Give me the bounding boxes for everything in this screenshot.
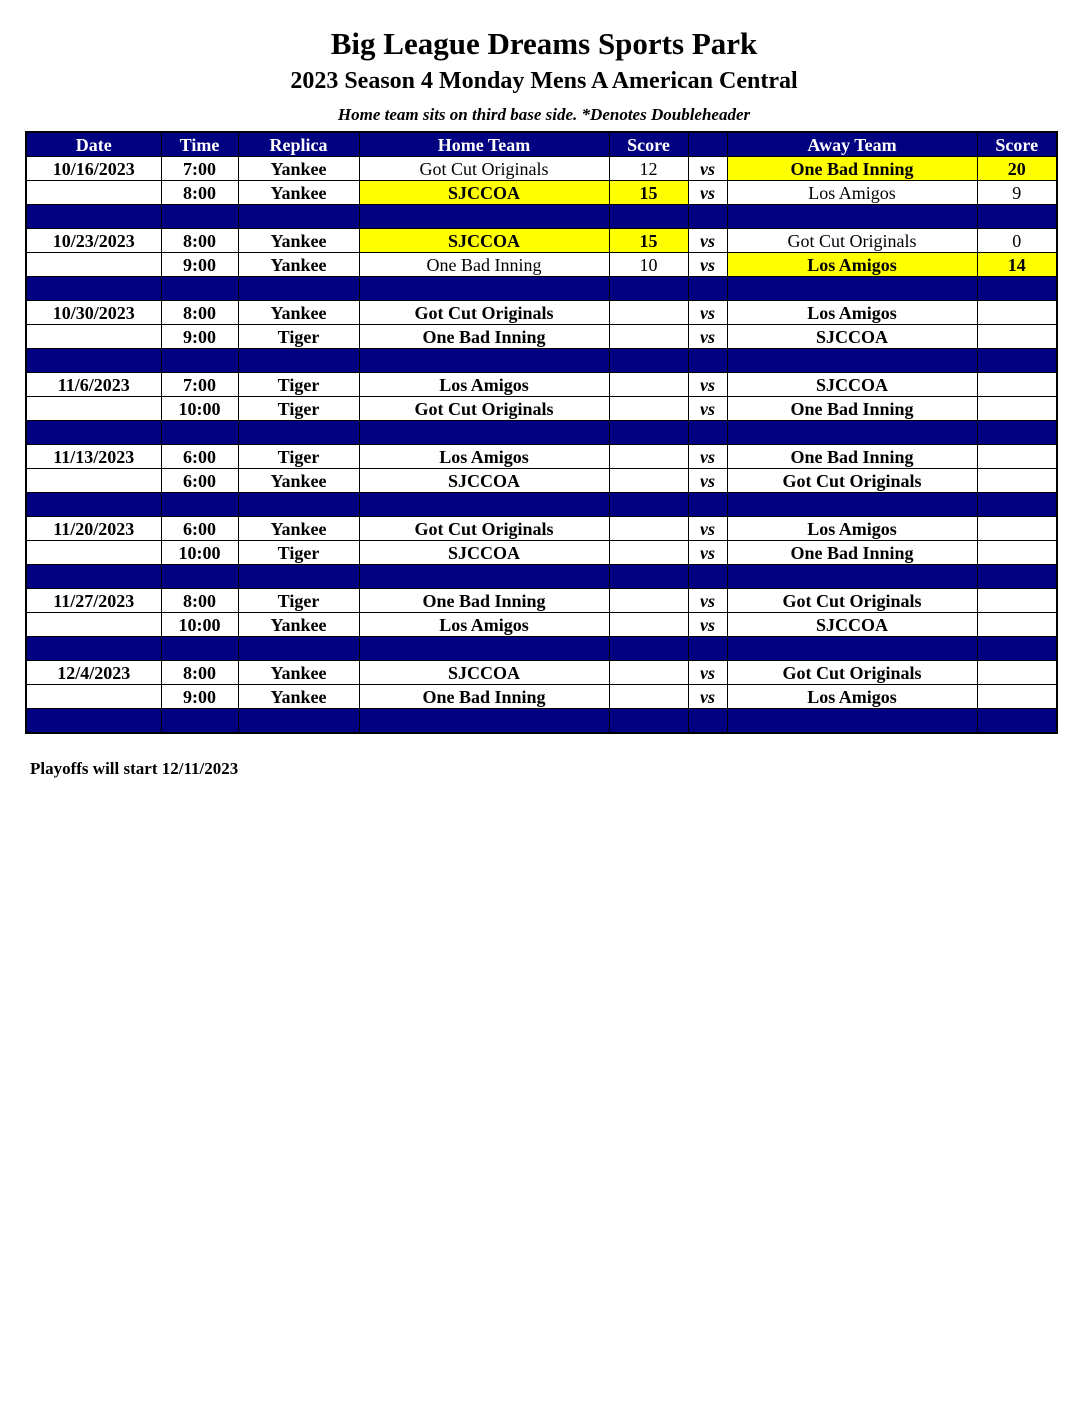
cell-away-team: SJCCOA [727, 373, 977, 397]
doubleheader-note: Home team sits on third base side. *Denotes Doubleheader [337, 105, 751, 124]
cell-replica: Yankee [238, 253, 359, 277]
cell-date [26, 253, 161, 277]
cell-away-score [977, 541, 1057, 565]
cell-vs: vs [688, 325, 727, 349]
cell-home-team: Got Cut Originals [359, 157, 609, 181]
cell-home-score [609, 613, 688, 637]
cell-home-score: 15 [609, 181, 688, 205]
cell-home-team: SJCCOA [359, 661, 609, 685]
cell-home-score [609, 301, 688, 325]
cell-vs: vs [688, 229, 727, 253]
cell-vs: vs [688, 397, 727, 421]
separator-row [26, 349, 1057, 373]
table-row [26, 517, 1057, 541]
cell-date [26, 181, 161, 205]
cell-home-team: One Bad Inning [359, 685, 609, 709]
cell-vs: vs [688, 541, 727, 565]
cell-away-score: 9 [977, 181, 1057, 205]
cell-replica: Yankee [238, 157, 359, 181]
col-header-vs [688, 132, 727, 157]
col-header-time: Time [161, 132, 238, 157]
cell-date: 10/16/2023 [26, 157, 161, 181]
cell-home-score: 10 [609, 253, 688, 277]
cell-away-score [977, 469, 1057, 493]
schedule-table [25, 131, 1058, 734]
cell-away-score [977, 445, 1057, 469]
cell-replica: Tiger [238, 541, 359, 565]
cell-time: 9:00 [161, 253, 238, 277]
cell-home-team: Los Amigos [359, 373, 609, 397]
cell-away-score [977, 589, 1057, 613]
table-row [26, 589, 1057, 613]
cell-vs: vs [688, 445, 727, 469]
cell-date [26, 397, 161, 421]
cell-away-team: SJCCOA [727, 613, 977, 637]
cell-replica: Tiger [238, 397, 359, 421]
cell-away-score [977, 301, 1057, 325]
cell-date: 11/20/2023 [26, 517, 161, 541]
cell-home-team: SJCCOA [359, 541, 609, 565]
cell-home-team: Los Amigos [359, 613, 609, 637]
cell-replica: Yankee [238, 301, 359, 325]
cell-time: 7:00 [161, 373, 238, 397]
cell-replica: Yankee [238, 517, 359, 541]
cell-home-team: One Bad Inning [359, 253, 609, 277]
cell-away-team: One Bad Inning [727, 445, 977, 469]
cell-away-team: Los Amigos [727, 181, 977, 205]
col-header-away-score: Score [977, 132, 1057, 157]
table-row [26, 325, 1057, 349]
table-row [26, 541, 1057, 565]
cell-home-score: 12 [609, 157, 688, 181]
table-row [26, 181, 1057, 205]
separator-row [26, 205, 1057, 229]
cell-away-team: Los Amigos [727, 253, 977, 277]
col-header-home-team: Home Team [359, 132, 609, 157]
table-row [26, 157, 1057, 181]
cell-replica: Tiger [238, 445, 359, 469]
cell-vs: vs [688, 253, 727, 277]
cell-replica: Yankee [238, 685, 359, 709]
cell-home-team: Got Cut Originals [359, 301, 609, 325]
cell-away-team: Los Amigos [727, 517, 977, 541]
cell-time: 8:00 [161, 661, 238, 685]
cell-away-score [977, 517, 1057, 541]
table-row [26, 373, 1057, 397]
cell-home-team: SJCCOA [359, 469, 609, 493]
cell-date: 10/23/2023 [26, 229, 161, 253]
cell-away-team: One Bad Inning [727, 397, 977, 421]
cell-home-score [609, 541, 688, 565]
cell-date: 10/30/2023 [26, 301, 161, 325]
cell-home-score [609, 685, 688, 709]
table-row [26, 445, 1057, 469]
cell-time: 8:00 [161, 229, 238, 253]
cell-date: 11/6/2023 [26, 373, 161, 397]
cell-date [26, 685, 161, 709]
cell-away-score [977, 325, 1057, 349]
separator-row [26, 565, 1057, 589]
cell-date: 12/4/2023 [26, 661, 161, 685]
cell-time: 10:00 [161, 541, 238, 565]
cell-home-score [609, 397, 688, 421]
cell-date: 11/27/2023 [26, 589, 161, 613]
separator-row [26, 421, 1057, 445]
cell-vs: vs [688, 301, 727, 325]
separator-row [26, 493, 1057, 517]
cell-time: 9:00 [161, 325, 238, 349]
table-row [26, 613, 1057, 637]
playoffs-note: Playoffs will start 12/11/2023 [30, 759, 239, 778]
cell-away-score [977, 685, 1057, 709]
cell-vs: vs [688, 181, 727, 205]
cell-away-team: Los Amigos [727, 301, 977, 325]
cell-home-team: Got Cut Originals [359, 397, 609, 421]
cell-home-team: SJCCOA [359, 181, 609, 205]
cell-away-score: 20 [977, 157, 1057, 181]
cell-away-score [977, 661, 1057, 685]
cell-home-team: Los Amigos [359, 445, 609, 469]
cell-vs: vs [688, 469, 727, 493]
cell-home-score [609, 373, 688, 397]
cell-time: 10:00 [161, 397, 238, 421]
table-row [26, 397, 1057, 421]
cell-replica: Yankee [238, 181, 359, 205]
cell-time: 8:00 [161, 181, 238, 205]
cell-time: 8:00 [161, 589, 238, 613]
cell-home-score [609, 445, 688, 469]
cell-home-score [609, 661, 688, 685]
col-header-replica: Replica [238, 132, 359, 157]
cell-replica: Tiger [238, 325, 359, 349]
cell-home-score [609, 469, 688, 493]
cell-time: 6:00 [161, 517, 238, 541]
cell-away-score: 14 [977, 253, 1057, 277]
cell-replica: Yankee [238, 229, 359, 253]
cell-away-score: 0 [977, 229, 1057, 253]
cell-vs: vs [688, 685, 727, 709]
cell-vs: vs [688, 157, 727, 181]
separator-row [26, 277, 1057, 301]
col-header-home-score: Score [609, 132, 688, 157]
cell-vs: vs [688, 373, 727, 397]
separator-row [26, 637, 1057, 661]
cell-replica: Yankee [238, 613, 359, 637]
table-row [26, 685, 1057, 709]
cell-away-team: Los Amigos [727, 685, 977, 709]
table-row [26, 253, 1057, 277]
cell-date [26, 613, 161, 637]
cell-time: 6:00 [161, 469, 238, 493]
cell-away-score [977, 613, 1057, 637]
cell-time: 8:00 [161, 301, 238, 325]
col-header-away-team: Away Team [727, 132, 977, 157]
header-row [26, 132, 1057, 157]
cell-away-score [977, 397, 1057, 421]
cell-away-score [977, 373, 1057, 397]
col-header-date: Date [26, 132, 161, 157]
cell-home-team: Got Cut Originals [359, 517, 609, 541]
cell-away-team: One Bad Inning [727, 157, 977, 181]
cell-away-team: Got Cut Originals [727, 229, 977, 253]
separator-row [26, 709, 1057, 734]
cell-replica: Yankee [238, 469, 359, 493]
cell-home-team: SJCCOA [359, 229, 609, 253]
cell-away-team: SJCCOA [727, 325, 977, 349]
cell-away-team: Got Cut Originals [727, 589, 977, 613]
cell-away-team: Got Cut Originals [727, 661, 977, 685]
cell-replica: Yankee [238, 661, 359, 685]
table-row [26, 469, 1057, 493]
cell-home-score [609, 325, 688, 349]
cell-home-score [609, 517, 688, 541]
cell-vs: vs [688, 613, 727, 637]
cell-vs: vs [688, 517, 727, 541]
cell-away-team: Got Cut Originals [727, 469, 977, 493]
cell-home-score: 15 [609, 229, 688, 253]
table-row [26, 301, 1057, 325]
page-subtitle: 2023 Season 4 Monday Mens A American Central [290, 68, 798, 94]
cell-time: 10:00 [161, 613, 238, 637]
cell-home-score [609, 589, 688, 613]
cell-away-team: One Bad Inning [727, 541, 977, 565]
cell-vs: vs [688, 589, 727, 613]
cell-date [26, 541, 161, 565]
page-title: Big League Dreams Sports Park [330, 26, 758, 61]
cell-time: 7:00 [161, 157, 238, 181]
cell-replica: Tiger [238, 589, 359, 613]
cell-vs: vs [688, 661, 727, 685]
table-row [26, 229, 1057, 253]
cell-date [26, 469, 161, 493]
cell-date [26, 325, 161, 349]
cell-replica: Tiger [238, 373, 359, 397]
table-row [26, 661, 1057, 685]
cell-home-team: One Bad Inning [359, 325, 609, 349]
cell-time: 9:00 [161, 685, 238, 709]
cell-date: 11/13/2023 [26, 445, 161, 469]
cell-home-team: One Bad Inning [359, 589, 609, 613]
cell-time: 6:00 [161, 445, 238, 469]
